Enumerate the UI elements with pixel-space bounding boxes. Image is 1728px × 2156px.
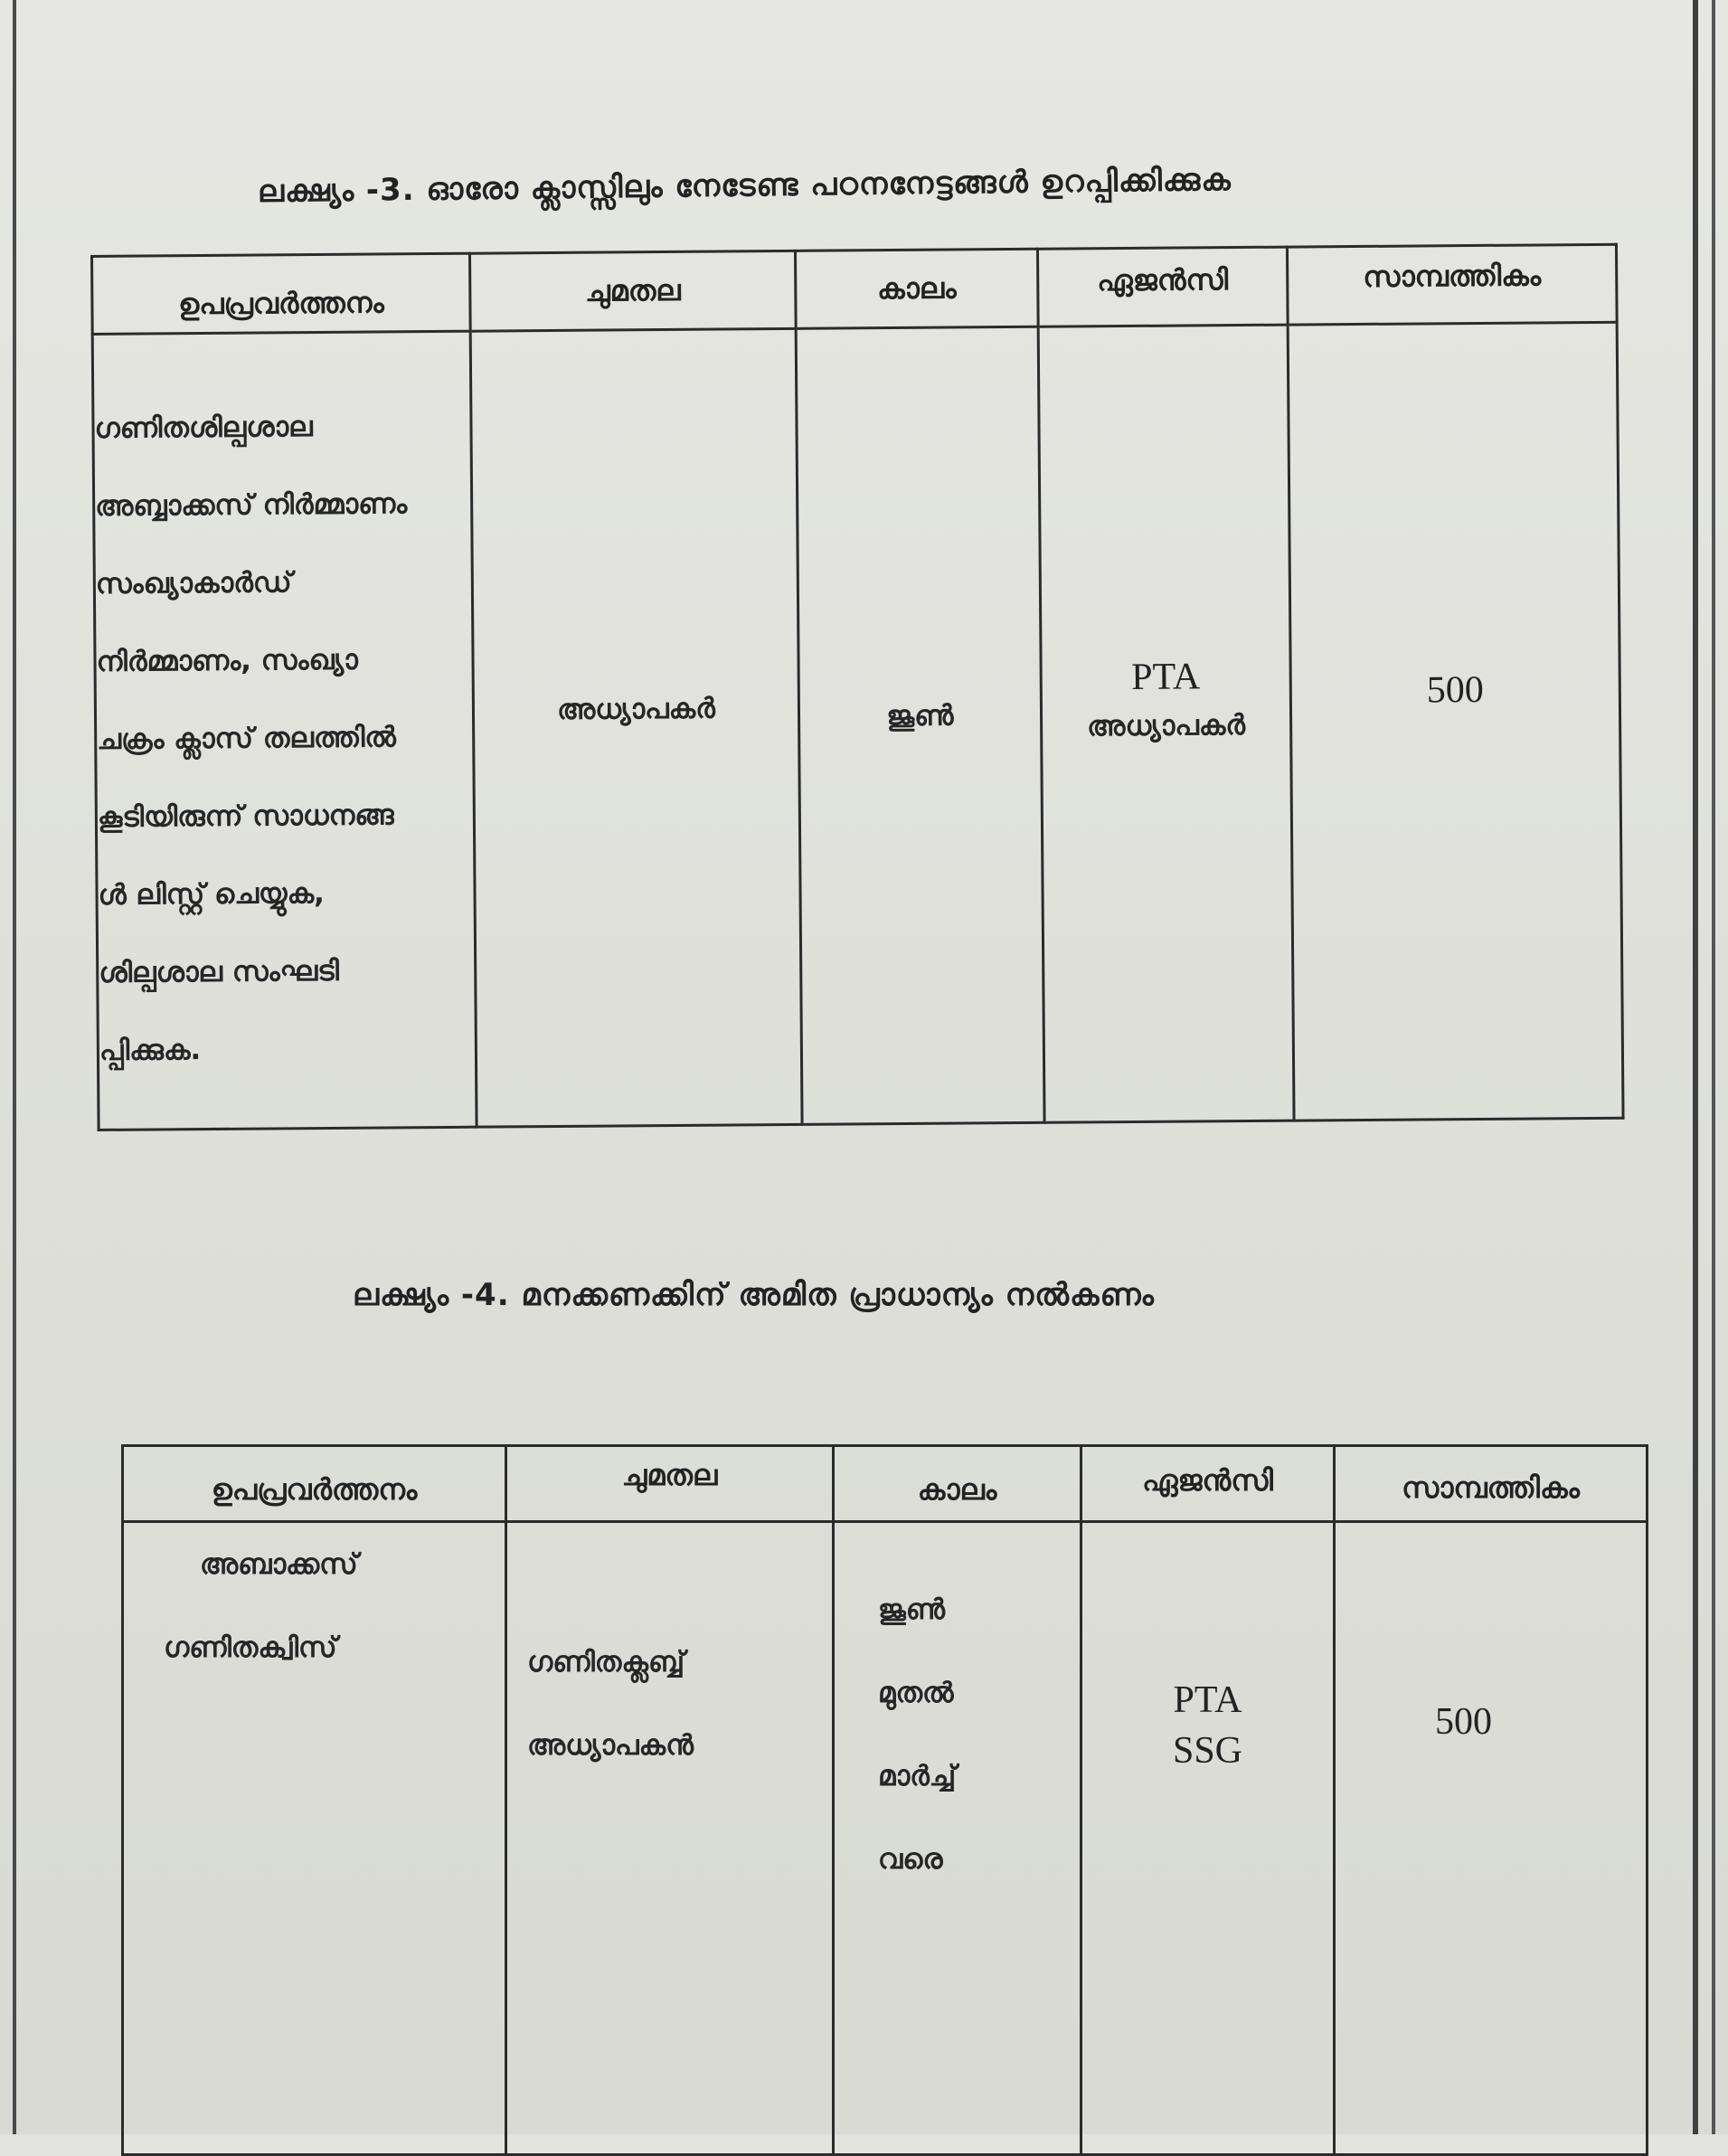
header-finance: സാമ്പത്തികം [1335,1446,1648,1522]
goal-4-responsibility-cell [506,1522,834,2155]
goal-4-period-cell [834,1522,1081,2155]
header-period: കാലം [795,249,1038,328]
activity-line: അബാക്കസ് [200,1548,358,1581]
activity-line: ഗണിതശില്പശാല [94,411,313,445]
goal-3-table [90,243,1625,1131]
header-agency: ഏജൻസി [1037,247,1288,326]
agency-line-ssg: SSG [1172,1730,1243,1772]
period-line: മുതൽ [878,1677,954,1709]
goal-3-finance-cell: 500 [1288,322,1623,1121]
page-edge-right [1693,0,1698,2134]
activity-line: സംഖ്യാകാർഡ് [95,566,292,600]
goal-3-agency-cell [1038,325,1294,1122]
agency-line-pta: PTA [1131,655,1201,698]
agency-line-pta: PTA [1173,1679,1242,1721]
activity-line: പ്പിക്കുക. [99,1034,202,1067]
goal-3-heading: ലക്ഷ്യം -3. ഓരോ ക്ലാസ്സിലും നേടേണ്ട പഠനനേട്ടങ്ങൾ ഉറപ്പിക്കിക്കുക [257,161,1232,210]
period-line: ജൂൺ [878,1593,946,1626]
agency-line-teachers: അധ്യാപകർ [1087,708,1246,742]
goal-3-period-cell: ജൂൺ [796,326,1044,1124]
activity-line: ചക്രം ക്ലാസ് തലത്തിൽ [97,721,397,756]
responsibility-line: അധ്യാപകൻ [527,1729,694,1762]
goal-4-heading: ലക്ഷ്യം -4. മനക്കണക്കിന് അമിത പ്രാധാന്യം നൽകണം [353,1277,1155,1313]
page-edge-right-outer [1712,0,1715,2134]
period-line: മാർച്ച് [878,1760,957,1792]
header-agency: ഏജൻസി [1081,1446,1335,1522]
goal-3-activity-cell [92,331,477,1130]
goal-3-responsibility-cell: അധ്യാപകർ [470,328,802,1127]
responsibility-line: ഗണിതക്ലബ്ബ് [527,1646,685,1678]
header-responsibility: ചുമതല [469,251,796,331]
activity-line: ഗണിതക്വിസ് [164,1631,337,1664]
goal-4-data-row [123,1522,1648,2155]
header-sub-activity: ഉപപ്രവർത്തനം [92,253,471,334]
activity-line: ശില്പശാല സംഘടി [99,954,340,989]
activity-line: കൂടിയിരുന്ന് സാധനങ്ങ [97,799,394,834]
goal-4-agency-cell [1081,1522,1335,2155]
goal-4-activity-cell [123,1522,506,2155]
activity-line: ൾ ലിസ്റ്റ് ചെയ്യുക, [98,876,326,912]
activity-line: നിർമ്മാണം, സംഖ്യാ [96,643,358,678]
goal-3-data-row [92,322,1623,1130]
header-responsibility: ചുമതല [506,1446,834,1522]
period-line: വരെ [878,1843,943,1876]
header-period: കാലം [834,1446,1081,1522]
goal-4-finance-cell: 500 [1335,1522,1648,2155]
header-finance: സാമ്പത്തികം [1287,244,1617,325]
header-sub-activity: ഉപപ്രവർത്തനം [123,1446,506,1522]
page-edge-left [13,0,16,2134]
activity-line: അബ്ബാക്കസ് നിർമ്മാണം [95,487,408,523]
goal-4-table [121,1444,1648,2156]
goal-4-header-row [123,1446,1648,1522]
goal-3-header-row [92,244,1618,334]
